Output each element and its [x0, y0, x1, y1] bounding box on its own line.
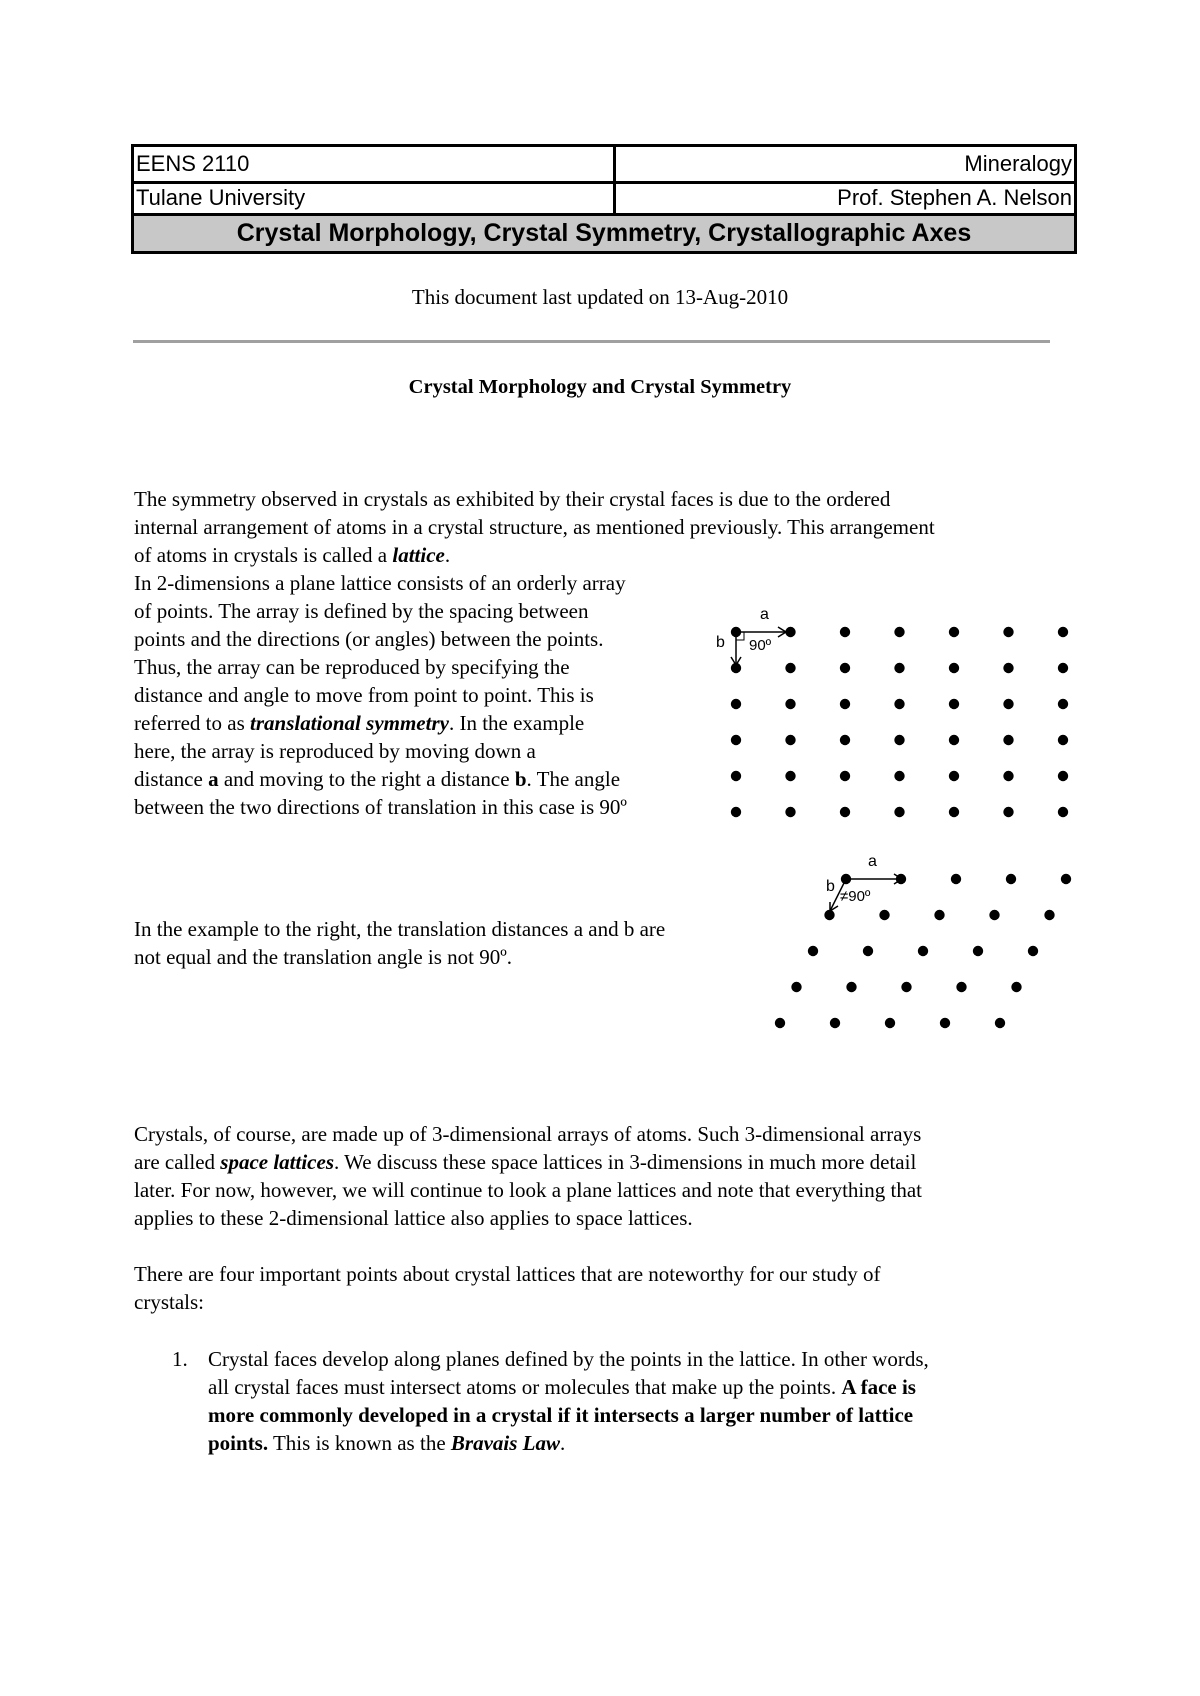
lattice-point [1003, 699, 1013, 709]
header-row-1 [134, 147, 1074, 184]
university-name: Tulane University [136, 185, 306, 210]
lattice-point [1058, 735, 1068, 745]
section-title: Crystal Morphology and Crystal Symmetry [408, 376, 792, 398]
space-line-4: applies to these 2-dimensional lattice also applies to space lattices. [134, 1206, 693, 1230]
lattice-point [840, 771, 850, 781]
term-translational-symmetry: translational symmetry [250, 711, 449, 735]
text-run: . The angle [526, 767, 621, 791]
label-b: b [826, 878, 835, 895]
lattice-point [973, 946, 983, 956]
lattice-point [1058, 771, 1068, 781]
lattice-point [949, 735, 959, 745]
lattice-point [1058, 699, 1068, 709]
lattice-point [731, 771, 741, 781]
plane-line-9: between the two directions of translation in this case is 90º [134, 795, 627, 819]
lattice-point [949, 627, 959, 637]
lattice-points-rect [731, 627, 1068, 817]
lattice-point [840, 663, 850, 673]
lattice-point [1003, 627, 1013, 637]
label-a: a [760, 606, 769, 623]
text-run: and moving to the right a distance [218, 767, 515, 791]
lattice-point [731, 807, 741, 817]
lattice-point [894, 735, 904, 745]
professor-name: Prof. Stephen A. Nelson [837, 185, 1072, 210]
header-row-2 [134, 181, 1074, 216]
rectangular-lattice-diagram [700, 595, 1100, 825]
plane-line-3: points and the directions (or angles) between the points. [134, 627, 604, 651]
list-number-1: 1. [172, 1347, 188, 1371]
item1-line-1: Crystal faces develop along planes defined by the points in the lattice. In other words, [208, 1347, 929, 1371]
lattice-point [1058, 627, 1068, 637]
text-run: This is known as the [268, 1431, 451, 1455]
label-b: b [716, 634, 725, 651]
lattice-point [731, 735, 741, 745]
lattice-point [885, 1018, 895, 1028]
lattice-point [840, 699, 850, 709]
lattice-points-oblique [775, 874, 1071, 1028]
text-run: all crystal faces must intersect atoms or molecules that make up the points. [208, 1375, 842, 1399]
label-angle: ≠90º [840, 888, 871, 905]
lattice-point [949, 663, 959, 673]
lattice-point [934, 910, 944, 920]
intro-line-1: The symmetry observed in crystals as exhibited by their crystal faces is due to the ordered [134, 487, 891, 511]
text-run: . We discuss these space lattices in 3-dimensions in much more detail [334, 1150, 917, 1174]
lattice-point [791, 982, 801, 992]
lattice-point [785, 699, 795, 709]
lattice-point [731, 699, 741, 709]
lattice-point [1003, 771, 1013, 781]
oblique-line-1: In the example to the right, the translation distances a and b are [134, 917, 666, 941]
lattice-point [1058, 663, 1068, 673]
lattice-point [956, 982, 966, 992]
lattice-point [785, 771, 795, 781]
lattice-point [879, 910, 889, 920]
bold-run: points. [208, 1431, 269, 1455]
lattice-point [894, 771, 904, 781]
text-run: . [444, 543, 451, 567]
item1-line-4 [208, 1429, 565, 1457]
horizontal-rule [133, 340, 1050, 343]
lattice-point [949, 699, 959, 709]
text-run: . In the example [448, 711, 585, 735]
lattice-point [1003, 663, 1013, 673]
space-line-1: Crystals, of course, are made up of 3-dimensional arrays of atoms. Such 3-dimensional arrays [134, 1122, 922, 1146]
header-table [131, 144, 1077, 254]
lattice-point [949, 771, 959, 781]
lattice-point [995, 1018, 1005, 1028]
lattice-point [1003, 735, 1013, 745]
lattice-point [894, 663, 904, 673]
lattice-point [785, 663, 795, 673]
lattice-point [951, 874, 961, 884]
lattice-point [830, 1018, 840, 1028]
lattice-point [1044, 910, 1054, 920]
lattice-point [901, 982, 911, 992]
lattice-point [1028, 946, 1038, 956]
lattice-point [894, 807, 904, 817]
oblique-lattice-diagram [760, 845, 1100, 1035]
term-bravais-law: Bravais Law [450, 1431, 560, 1455]
course-subject: Mineralogy [964, 151, 1072, 176]
intro-line-2: internal arrangement of atoms in a crystal structure, as mentioned previously. This arrangement [134, 515, 935, 539]
lattice-point [1003, 807, 1013, 817]
oblique-line-2: not equal and the translation angle is not 90º. [134, 945, 513, 969]
course-code: EENS 2110 [136, 151, 250, 176]
plane-line-1: In 2-dimensions a plane lattice consists of an orderly array [134, 571, 626, 595]
header-title-row [134, 216, 1074, 251]
plane-line-7: here, the array is reproduced by moving down a [134, 739, 536, 763]
lattice-point [846, 982, 856, 992]
intro-line-3 [134, 541, 450, 569]
term-space-lattices: space lattices [220, 1150, 334, 1174]
term-b: b [514, 767, 527, 791]
lattice-point [894, 627, 904, 637]
plane-line-6 [134, 709, 584, 737]
plane-line-2: of points. The array is defined by the spacing between [134, 599, 589, 623]
lattice-point [1061, 874, 1071, 884]
header-divider [613, 147, 616, 213]
lattice-point [785, 735, 795, 745]
term-lattice: lattice [392, 543, 445, 567]
plane-line-8 [134, 765, 620, 793]
document-title: Crystal Morphology, Crystal Symmetry, Crystallographic Axes [236, 219, 972, 247]
text-run: referred to as [134, 711, 251, 735]
lattice-point [808, 946, 818, 956]
label-a: a [868, 853, 877, 870]
lattice-point [840, 807, 850, 817]
lattice-point [949, 807, 959, 817]
lattice-point [785, 807, 795, 817]
lattice-point [840, 735, 850, 745]
plane-line-5: distance and angle to move from point to point. This is [134, 683, 594, 707]
lattice-point [840, 627, 850, 637]
lattice-point [918, 946, 928, 956]
four-points-line-1: There are four important points about crystal lattices that are noteworthy for our study of [134, 1262, 881, 1286]
label-angle: 90º [749, 637, 772, 654]
lattice-point [989, 910, 999, 920]
item1-line-2 [208, 1373, 916, 1401]
lattice-point [940, 1018, 950, 1028]
lattice-point [1006, 874, 1016, 884]
plane-line-4: Thus, the array can be reproduced by specifying the [134, 655, 570, 679]
text-run: are called [134, 1150, 221, 1174]
four-points-line-2: crystals: [134, 1290, 204, 1314]
text-run: of atoms in crystals is called a [134, 543, 393, 567]
space-line-3: later. For now, however, we will continue to look a plane lattices and note that everything that [134, 1178, 922, 1202]
space-line-2 [134, 1148, 916, 1176]
item1-line-3: more commonly developed in a crystal if it intersects a larger number of lattice [208, 1403, 914, 1427]
text-run: distance [134, 767, 209, 791]
lattice-point [1011, 982, 1021, 992]
term-a: a [208, 767, 219, 791]
bold-run: A face is [841, 1375, 916, 1399]
text-run: . [559, 1431, 566, 1455]
lattice-point [1058, 807, 1068, 817]
lattice-point [894, 699, 904, 709]
update-note: This document last updated on 13-Aug-2010 [411, 285, 789, 309]
lattice-point [863, 946, 873, 956]
lattice-point [775, 1018, 785, 1028]
